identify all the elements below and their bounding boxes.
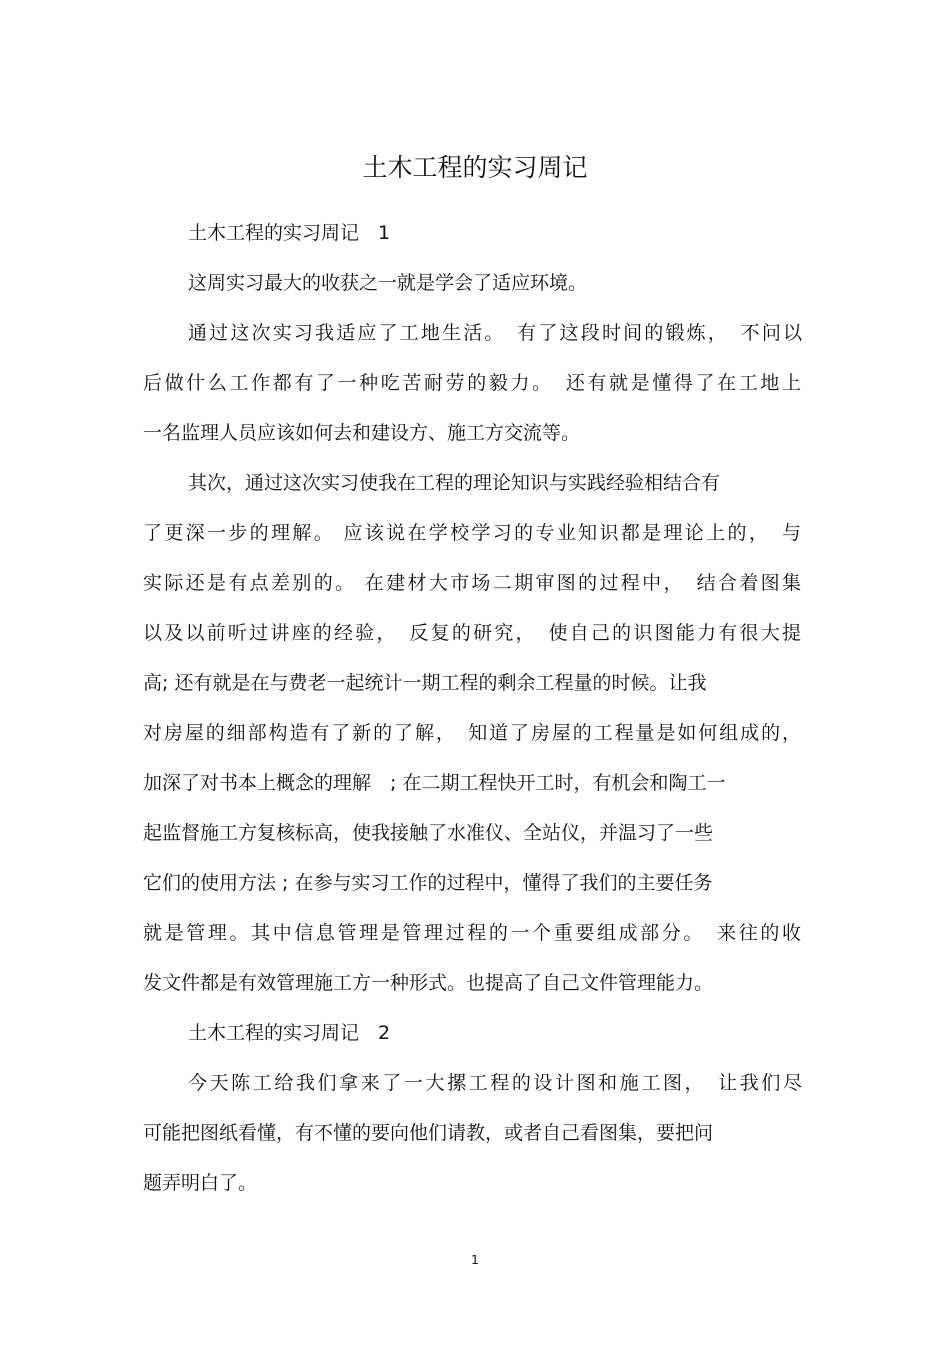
paragraph-line: 它们的使用方法 ; 在参与实习工作的过程中，懂得了我们的主要任务 xyxy=(143,872,713,894)
paragraph-line: 就是管理。其中信息管理是管理过程的一个重要组成部分。 来往的收 xyxy=(143,922,801,944)
paragraph-line: 题弄明白了。 xyxy=(143,1172,258,1194)
section-heading-2: 土木工程的实习周记 2 xyxy=(188,1022,391,1044)
paragraph-line: 通过这次实习我适应了工地生活。 有了这段时间的锻炼， 不问以 xyxy=(188,322,802,344)
paragraph-line: 加深了对书本上概念的理解 ; 在二期工程快开工时，有机会和陶工一 xyxy=(143,772,726,794)
paragraph-line: 一名监理人员应该如何去和建设方、施工方交流等。 xyxy=(143,422,581,444)
paragraph-line: 发文件都是有效管理施工方一种形式。也提高了自己文件管理能力。 xyxy=(143,972,714,994)
paragraph-line: 其次，通过这次实习使我在工程的理论知识与实践经验相结合有 xyxy=(188,472,721,494)
paragraph-line: 这周实习最大的收获之一就是学会了适应环境。 xyxy=(188,272,588,294)
paragraph-line: 实际还是有点差别的。 在建材大市场二期审图的过程中， 结合着图集 xyxy=(143,572,801,594)
page-number: 1 xyxy=(471,1253,479,1267)
paragraph-line: 高; 还有就是在与费老一起统计一期工程的剩余工程量的时候。让我 xyxy=(143,672,707,694)
paragraph-line: 以及以前听过讲座的经验， 反复的研究， 使自己的识图能力有很大提 xyxy=(143,622,801,644)
document-title: 土木工程的实习周记 xyxy=(362,153,588,182)
paragraph-line: 可能把图纸看懂，有不懂的要向他们请教，或者自己看图集，要把问 xyxy=(143,1122,714,1144)
section-heading-1: 土木工程的实习周记 1 xyxy=(188,222,391,244)
paragraph-line: 今天陈工给我们拿来了一大摞工程的设计图和施工图， 让我们尽 xyxy=(188,1072,802,1094)
paragraph-line: 起监督施工方复核标高，使我接触了水准仪、全站仪，并温习了一些 xyxy=(143,822,714,844)
paragraph-line: 对房屋的细部构造有了新的了解， 知道了房屋的工程量是如何组成的， xyxy=(143,722,801,744)
paragraph-line: 后做什么工作都有了一种吃苦耐劳的毅力。 还有就是懂得了在工地上 xyxy=(143,372,801,394)
paragraph-line: 了更深一步的理解。 应该说在学校学习的专业知识都是理论上的， 与 xyxy=(143,522,801,544)
